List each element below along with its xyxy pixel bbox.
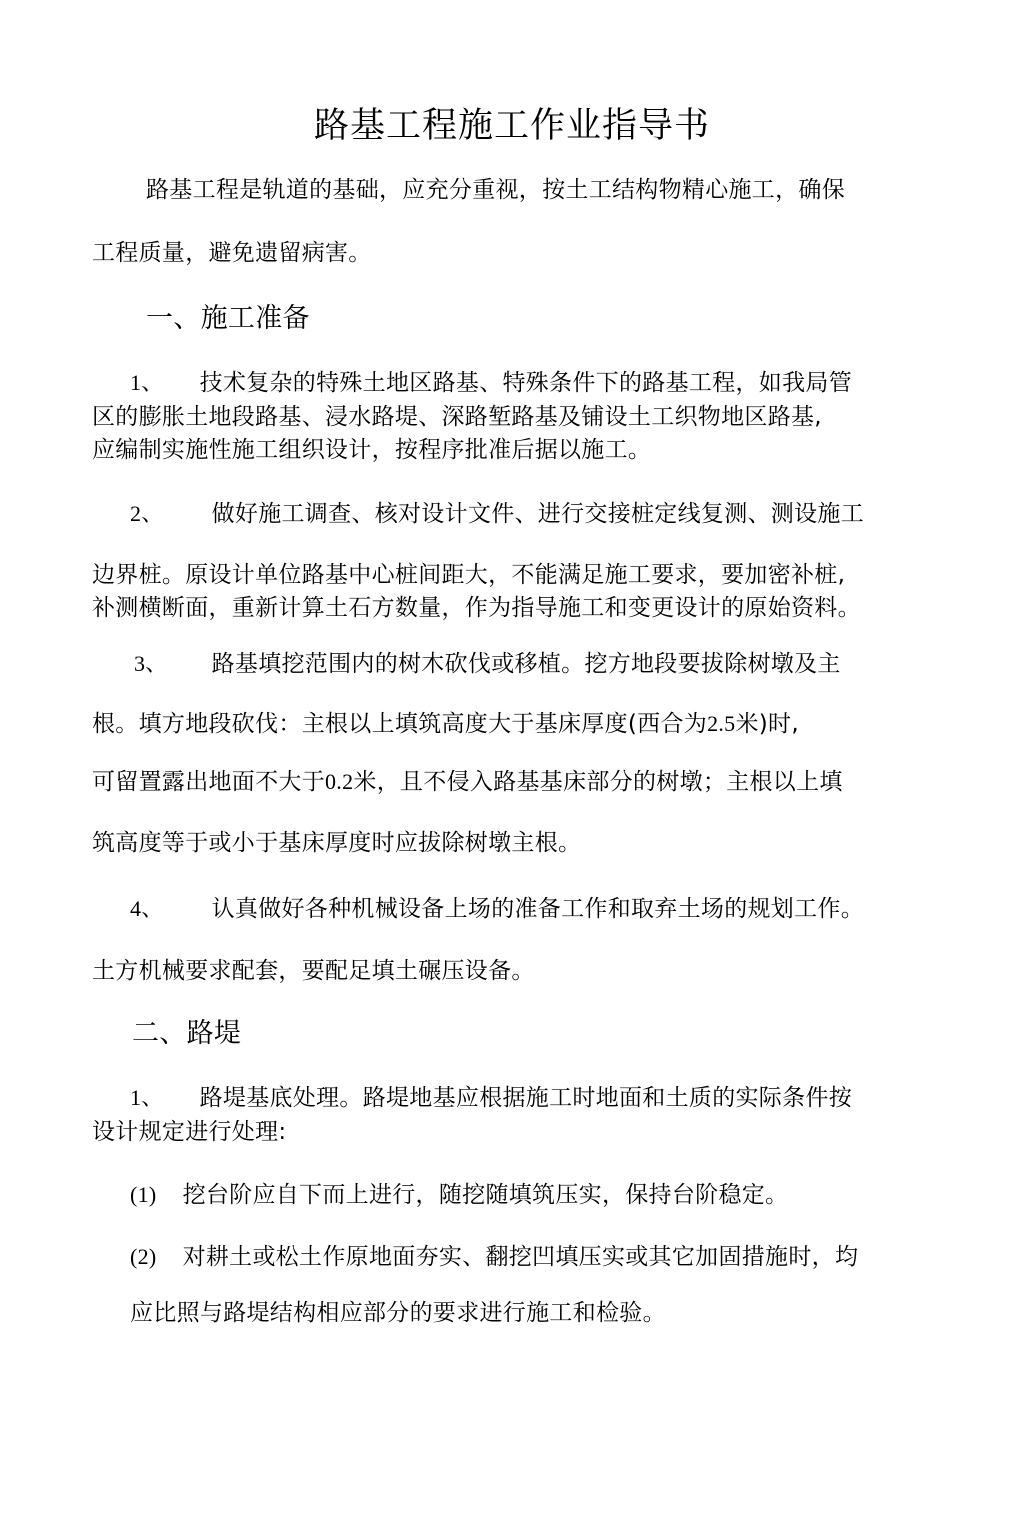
s1-item3-line-1 bbox=[134, 649, 841, 679]
s1-item2-line-1 bbox=[130, 499, 864, 529]
s1-item3-line-2 bbox=[92, 709, 799, 739]
intro-line-2: 工程质量，避免遗留病害。 bbox=[92, 240, 372, 266]
s2-sub1-number: (1) bbox=[130, 1182, 157, 1207]
s1-item2-line-2: 边界桩。原设计单位路基中心桩间距大，不能满足施工要求，要加密补桩, bbox=[92, 562, 846, 588]
s1-item3-line-4: 筑高度等于或小于基床厚度时应拔除树墩主根。 bbox=[92, 830, 582, 856]
s1-item3-text-2a: 根。填方地段砍伐：主根以上填筑高度大于基床厚度(西合为 bbox=[92, 711, 708, 737]
section-2-heading: 二、路堤 bbox=[132, 1018, 242, 1049]
s2-item1-line-2: 设计规定进行处理: bbox=[92, 1119, 287, 1145]
s1-item1-text-1: 技术复杂的特殊土地区路基、特殊条件下的路基工程，如我局管 bbox=[199, 370, 853, 396]
s1-item3-value-0-2: 0.2 bbox=[325, 769, 354, 794]
s1-item4-line-2: 土方机械要求配套，要配足填土碾压设备。 bbox=[92, 958, 535, 984]
section-1-heading: 一、施工准备 bbox=[146, 303, 310, 334]
s1-item4-text-1: 认真做好各种机械设备上场的准备工作和取弃土场的规划工作。 bbox=[211, 896, 865, 922]
s2-item1-line-1 bbox=[130, 1083, 852, 1113]
s1-item1-number: 1、 bbox=[130, 370, 164, 395]
s1-item3-text-1: 路基填挖范围内的树木砍伐或移植。挖方地段要拔除树墩及主 bbox=[211, 651, 841, 677]
s1-item3-value-2-5: 2.5 bbox=[707, 711, 736, 736]
s2-sub1-text: 挖台阶应自下而上进行，随挖随填筑压实，保持台阶稳定。 bbox=[182, 1182, 789, 1208]
s1-item1-line-3: 应编制实施性施工组织设计，按程序批准后据以施工。 bbox=[92, 437, 652, 463]
s1-item1-line-1 bbox=[130, 368, 852, 398]
intro-line-1: 路基工程是轨道的基础，应充分重视，按土工结构物精心施工，确保 bbox=[146, 177, 845, 203]
document-title: 路基工程施工作业指导书 bbox=[313, 106, 710, 146]
s1-item3-number: 3、 bbox=[134, 651, 168, 676]
s1-item1-line-2: 区的膨胀土地段路基、浸水路堤、深路堑路基及铺设土工织物地区路基, bbox=[92, 404, 822, 430]
s1-item3-text-3b: 米，且不侵入路基基床部分的树墩；主根以上填 bbox=[353, 769, 843, 795]
s2-sub2-number: (2) bbox=[130, 1244, 157, 1269]
s2-item1-number: 1、 bbox=[130, 1085, 164, 1110]
s1-item4-number: 4、 bbox=[130, 896, 164, 921]
s2-sub1-line bbox=[130, 1180, 788, 1210]
s2-sub2-line-1 bbox=[130, 1242, 858, 1272]
s1-item3-text-2b: 米)时, bbox=[735, 711, 799, 737]
s1-item4-line-1 bbox=[130, 894, 864, 924]
s1-item3-text-3a: 可留置露出地面不大于 bbox=[92, 769, 325, 795]
s1-item2-line-3: 补测横断面，重新计算土石方数量，作为指导施工和变更设计的原始资料。 bbox=[92, 595, 861, 621]
s2-sub2-line-2: 应比照与路堤结构相应部分的要求进行施工和检验。 bbox=[130, 1300, 666, 1326]
s1-item2-number: 2、 bbox=[130, 501, 164, 526]
s1-item2-text-1: 做好施工调查、核对设计文件、进行交接桩定线复测、测设施工 bbox=[211, 501, 865, 527]
s1-item3-line-3 bbox=[92, 767, 843, 797]
s2-item1-text-1: 路堤基底处理。路堤地基应根据施工时地面和土质的实际条件按 bbox=[199, 1085, 853, 1111]
s2-sub2-text-1: 对耕土或松土作原地面夯实、翻挖凹填压实或其它加固措施时，均 bbox=[182, 1244, 859, 1270]
